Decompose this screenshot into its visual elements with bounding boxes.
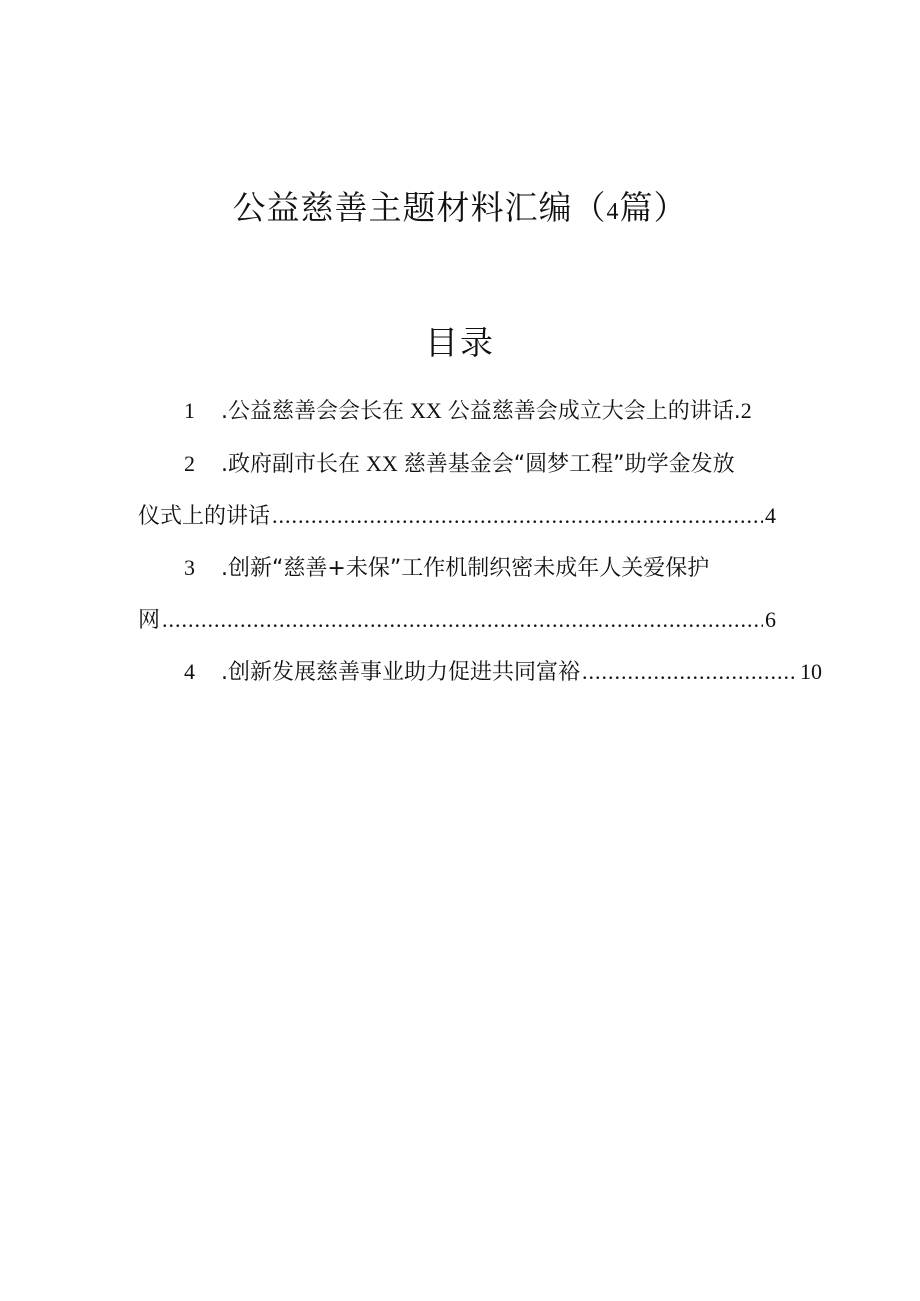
title-end-text: 篇） xyxy=(619,188,688,227)
toc-entry-text: 公益慈善会成立大会上的讲话. xyxy=(447,399,741,424)
dot-leader xyxy=(582,654,798,690)
dot-leader xyxy=(272,498,763,534)
toc-heading: 目录 xyxy=(425,323,495,362)
toc-entry-2-continuation[interactable] xyxy=(138,498,776,534)
toc-entry-number: 1 xyxy=(184,398,195,423)
title-count: 4 xyxy=(606,199,620,225)
toc-page-number: 6 xyxy=(765,607,776,632)
toc-entry-text: XX xyxy=(410,398,442,423)
toc-entry-text: 网 xyxy=(138,608,161,633)
toc-entry-text: 仪式上的讲话 xyxy=(138,504,271,529)
dot-leader xyxy=(162,602,763,638)
toc-entry-text: XX xyxy=(366,451,398,476)
toc-entry-4[interactable] xyxy=(138,654,822,690)
toc-entry-1[interactable] xyxy=(138,393,822,429)
toc-entry-2[interactable] xyxy=(138,446,822,482)
toc-entry-text: .公益慈善会会长在 xyxy=(221,399,404,424)
document-title xyxy=(0,183,920,237)
toc-entry-3[interactable] xyxy=(138,550,822,586)
toc-page-number: 4 xyxy=(765,503,776,528)
toc-entry-text: .政府副市长在 xyxy=(221,452,360,477)
toc-entry-text: .创新发展慈善事业助力促进共同富裕 xyxy=(221,660,580,685)
title-main-text: 公益慈善主题材料汇编（ xyxy=(232,188,607,227)
toc-entry-number: 4 xyxy=(184,659,195,684)
toc-entry-text: 慈善基金会“圆梦工程”助学金发放 xyxy=(403,452,735,477)
toc-entry-text: .创新“慈善+未保”工作机制织密未成年人关爱保护 xyxy=(221,556,710,581)
toc-entry-3-continuation[interactable] xyxy=(138,602,776,638)
toc-page-number: 2 xyxy=(740,398,752,423)
toc-entry-number: 3 xyxy=(184,555,195,580)
toc-entry-number: 2 xyxy=(184,451,195,476)
toc-page-number: 10 xyxy=(800,659,822,684)
